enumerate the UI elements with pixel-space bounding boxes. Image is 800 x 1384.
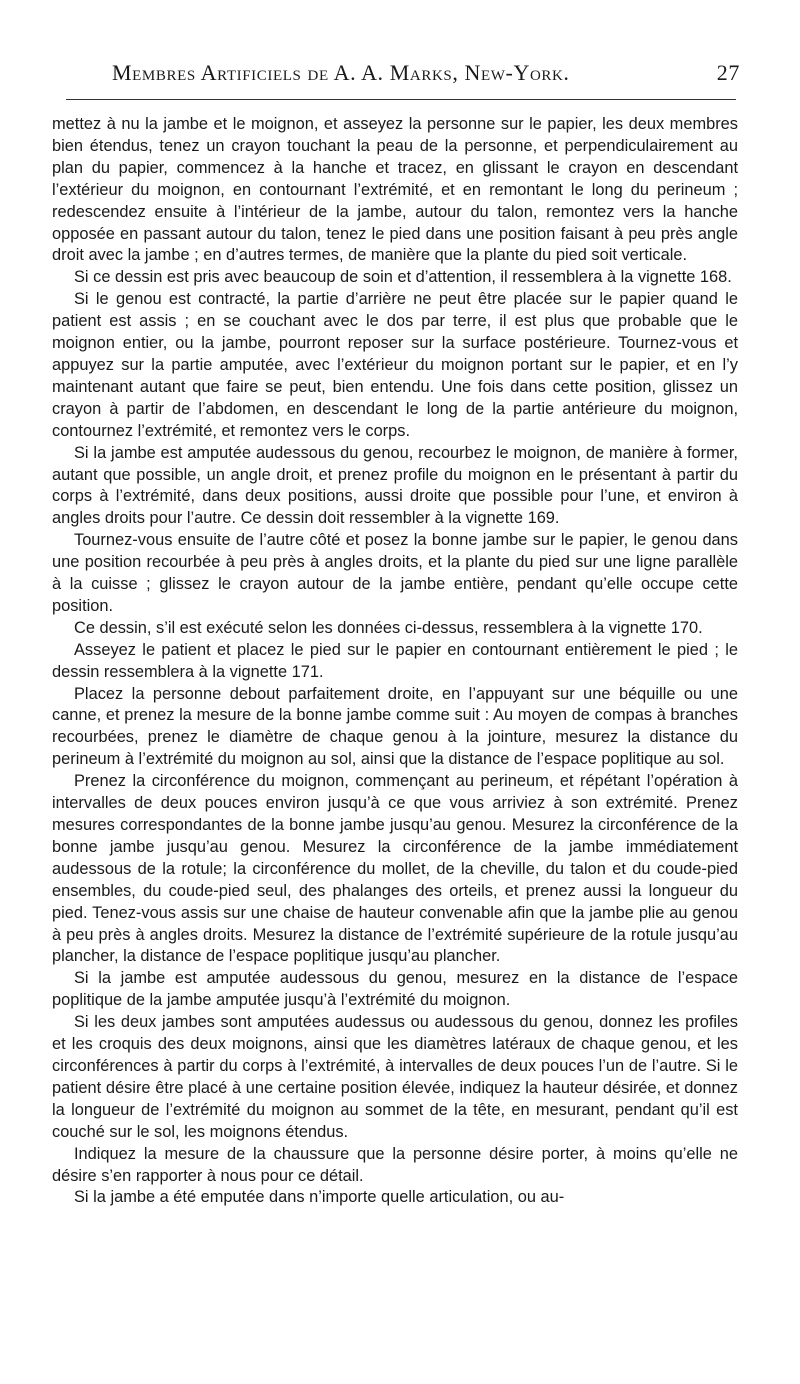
paragraph: Si la jambe est amputée audessous du genou, recourbez le moignon, de manière à former, autant que possible, un angle droit, et prenez profile du moignon en le présentant à partir du corps à l’extrémité, dans deux positions, aussi droite que possible pour l’une, et environ à angles droits pour l’autre. Ce dessin doit ressembler à la vignette 169. xyxy=(52,443,738,528)
paragraph: Asseyez le patient et placez le pied sur le papier en contournant entièrement le pied ; le dessin ressemblera à la vignette 171. xyxy=(52,640,738,681)
paragraph: Prenez la circonférence du moignon, commençant au perineum, et répétant l’opération à intervalles de deux pouces environ jusqu’à ce que vous arriviez à son extrémité. Prenez mesures correspondantes de la bonne jambe jusqu’au genou. Mesurez la circonférence de la bonne jambe jusqu’au genou. Mesurez la circonférence de la jambe immédiatement audessous de la rotule; la circonférence du mollet, de la cheville, du talon et du coude-pied ensembles, du coude-pied seul, des phalanges des orteils, et prenez aussi la longueur du pied. Tenez-vous assis sur une chaise de hauteur convenable afin que la jambe plie au genou à peu près à angles droits. Mesurez la distance de l’extrémité supérieure de la rotule jusqu’au plancher, la distance de l’espace poplitique jusqu’au plancher. xyxy=(52,772,738,966)
paragraph: Si ce dessin est pris avec beaucoup de soin et d’attention, il ressemblera à la vignette 168. xyxy=(74,268,732,287)
paragraph: Si la jambe est amputée audessous du genou, mesurez en la distance de l’espace poplitique de la jambe amputée jusqu’à l’extrémité du moignon. xyxy=(52,969,738,1010)
paragraph: Tournez-vous ensuite de l’autre côté et posez la bonne jambe sur le papier, le genou dans une position recourbée à peu près à angles droits, et la plante du pied sur une ligne parallèle à la cuisse ; glissez le crayon autour de la jambe entière, pendant qu’elle occupe cette position. xyxy=(52,531,738,615)
paragraph: Si le genou est contracté, la partie d’arrière ne peut être placée sur le papier quand le patient est assis ; en se couchant avec le dos par terre, il est plus que probable que le moignon entier, ou la jambe, pourront reposer sur la surface postérieure. Tournez-vous et appuyez sur la partie amputée, avec l’extérieur du moignon portant sur le papier, et en l’y maintenant autant que faire se peut, bien entendu. Une fois dans cette position, glissez un crayon à partir de l’abdomen, en descendant le long de la partie antérieure du moignon, contournez l’extrémité, et remontez vers le corps. xyxy=(52,290,738,440)
header-rule xyxy=(66,99,736,100)
running-head xyxy=(52,52,740,92)
page-number: 27 xyxy=(716,60,740,85)
paragraph: Si les deux jambes sont amputées audessus ou audessous du genou, donnez les profiles et les croquis des deux moignons, ainsi que les diamètres latéraux de chaque genou, et les circonférences à partir du corps à l’extrémité, à intervalles de deux pouces l’un de l’autre. Si le patient désire être placé à une certaine position élevée, indiquez la hauteur désirée, et donnez la longueur de l’extrémité du moignon au sommet de la tête, en mesurant, pendant qu’il est couché sur le sol, les moignons étendus. xyxy=(52,1013,738,1141)
paragraph: Si la jambe a été emputée dans n’importe quelle articulation, ou au- xyxy=(74,1188,565,1207)
paragraph: Placez la personne debout parfaitement droite, en l’appuyant sur une béquille ou une canne, et prenez la mesure de la bonne jambe comme suit : Au moyen de compas à branches recourbées, prenez le diamètre de chaque genou à la jointure, mesurez la distance du perineum à l’extrémité du moignon au sol, ainsi que la distance de l’espace poplitique au sol. xyxy=(52,684,738,769)
paragraph: Ce dessin, s’il est exécuté selon les données ci-dessus, ressemblera à la vignette 170. xyxy=(74,618,703,637)
running-title: Membres Artificiels de A. A. Marks, New-York. xyxy=(112,60,570,85)
paragraph: mettez à nu la jambe et le moignon, et asseyez la personne sur le papier, les deux membres bien étendus, tenez un crayon touchant la peau de la personne, et perpendiculairement au plan du papier, commencez à la hanche et tracez, en glissant le crayon en descendant l’extérieur du moignon, en contournant l’extrémité, et en remontant le long du perineum ; redescendez ensuite à l’intérieur de la jambe, autour du talon, remontez vers la hanche opposée en passant autour du talon, tenez le pied dans une position faisant à peu près angle droit avec la jambe ; en d’autres termes, de manière que la plante du pied soit verticale. xyxy=(52,115,738,265)
paragraph: Indiquez la mesure de la chaussure que la personne désire porter, à moins qu’elle ne désire s’en rapporter à nous pour ce détail. xyxy=(52,1144,738,1185)
body-text xyxy=(52,114,738,1209)
